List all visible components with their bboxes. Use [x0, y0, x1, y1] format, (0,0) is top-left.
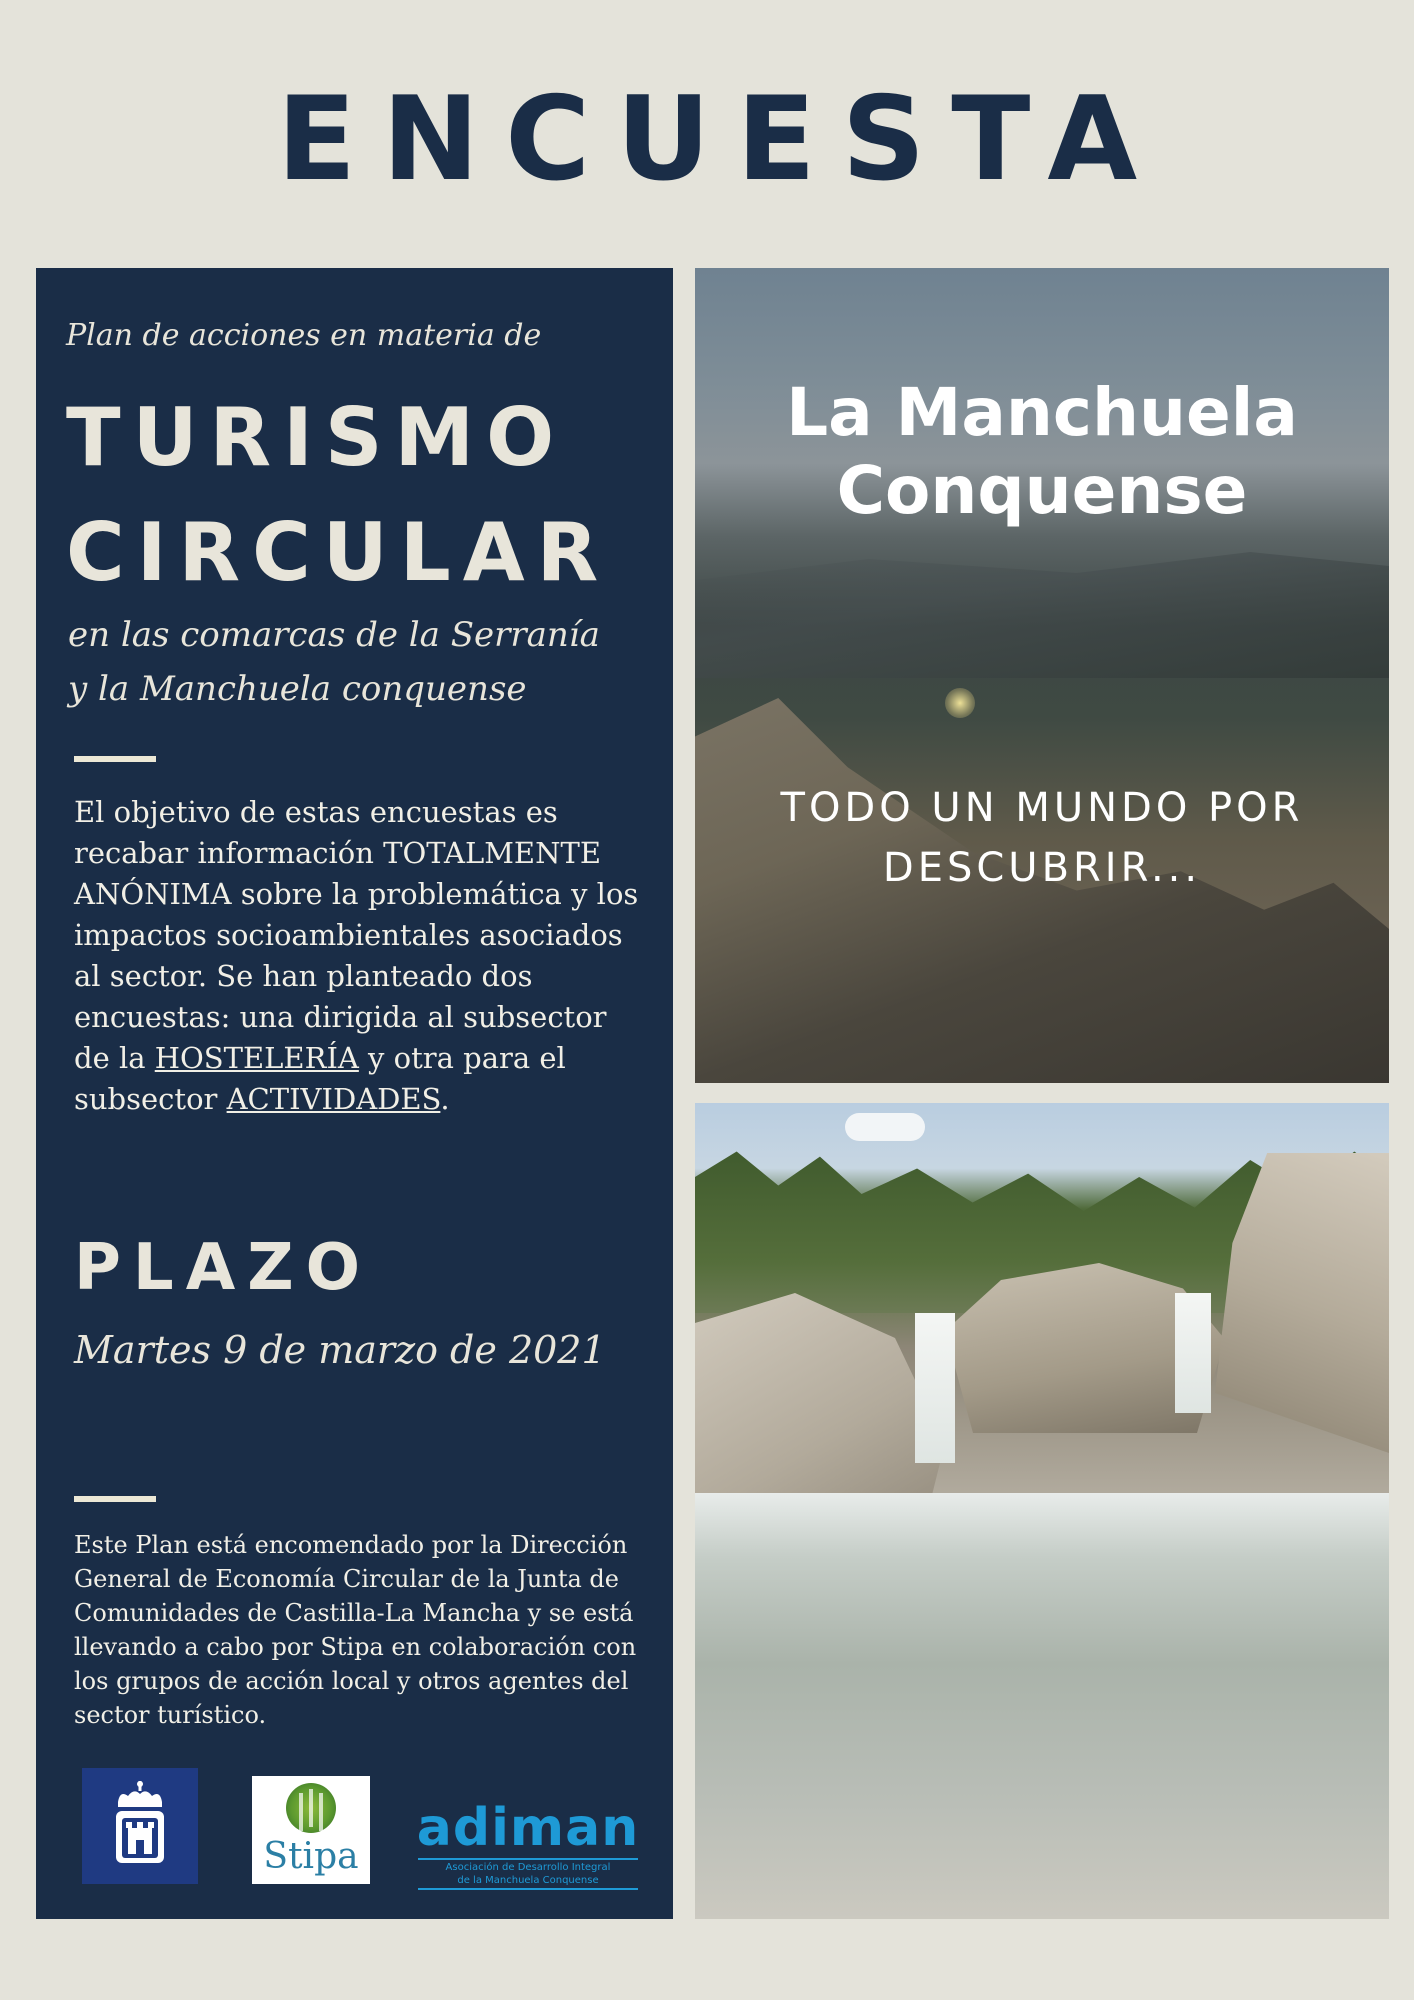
deadline-heading: PLAZO	[74, 1231, 373, 1305]
divider	[74, 1496, 156, 1502]
waterfall	[915, 1313, 955, 1463]
adiman-tagline	[418, 1858, 638, 1890]
stipa-grass-icon	[286, 1783, 336, 1833]
objective-text-end: .	[440, 1082, 450, 1116]
stipa-logo-text: Stipa	[263, 1836, 359, 1877]
mountain-ridge	[695, 538, 1389, 678]
region-tagline-line-2: DESCUBRIR...	[882, 845, 1202, 891]
region-title-line-2: Conquense	[836, 452, 1248, 529]
objective-paragraph	[74, 792, 644, 1120]
adiman-logo-text: adiman	[416, 1798, 640, 1858]
objective-text-2: y otra para el subsector	[74, 1041, 566, 1116]
jccm-logo	[82, 1768, 198, 1884]
region-title	[695, 374, 1389, 530]
adiman-tagline-line-1: Asociación de Desarrollo Integral	[445, 1862, 611, 1873]
info-panel	[36, 268, 673, 1919]
region-title-line-1: La Manchuela	[786, 374, 1298, 451]
adiman-tagline-line-2: de la Manchuela Conquense	[457, 1875, 599, 1886]
stipa-logo	[252, 1776, 370, 1884]
castle-crown-icon	[100, 1778, 180, 1874]
headline-circular: CIRCULAR	[66, 506, 611, 599]
adiman-logo	[408, 1800, 648, 1890]
cloud	[845, 1113, 925, 1141]
actividades-link[interactable]: ACTIVIDADES	[226, 1082, 441, 1116]
region-tagline-line-1: TODO UN MUNDO POR	[780, 785, 1304, 831]
waterfall	[1175, 1293, 1211, 1413]
funding-note: Este Plan está encomendado por la Dirección General de Economía Circular de la Junta de Comunidades de Castilla-La Mancha y se está llevando a cabo por Stipa en colaboración con los grupos de acción local y otros agentes del sector turístico.	[74, 1531, 637, 1729]
poster-title: ENCUESTA	[276, 72, 1164, 207]
regions-text	[68, 608, 658, 716]
mountain-photo	[695, 268, 1389, 1083]
river-pool	[695, 1493, 1389, 1919]
deadline-date: Martes 9 de marzo de 2021	[74, 1328, 606, 1372]
headline-turismo: TURISMO	[66, 391, 567, 484]
regions-line-1: en las comarcas de la Serranía	[68, 615, 600, 655]
region-tagline	[695, 778, 1389, 898]
objective-text: El objetivo de estas encuestas es recabar información TOTALMENTE ANÓNIMA sobre la problemática y los impactos socioambientales asociados al sector. Se han planteado dos encuestas: una dirigida al subsector de la	[74, 795, 639, 1075]
hosteleria-link[interactable]: HOSTELERÍA	[154, 1041, 359, 1075]
regions-line-2: y la Manchuela conquense	[68, 669, 527, 709]
waterfall-photo	[695, 1103, 1389, 1919]
plan-subtitle: Plan de acciones en materia de	[66, 318, 542, 353]
divider	[74, 756, 156, 762]
sun-flare-icon	[945, 688, 975, 718]
